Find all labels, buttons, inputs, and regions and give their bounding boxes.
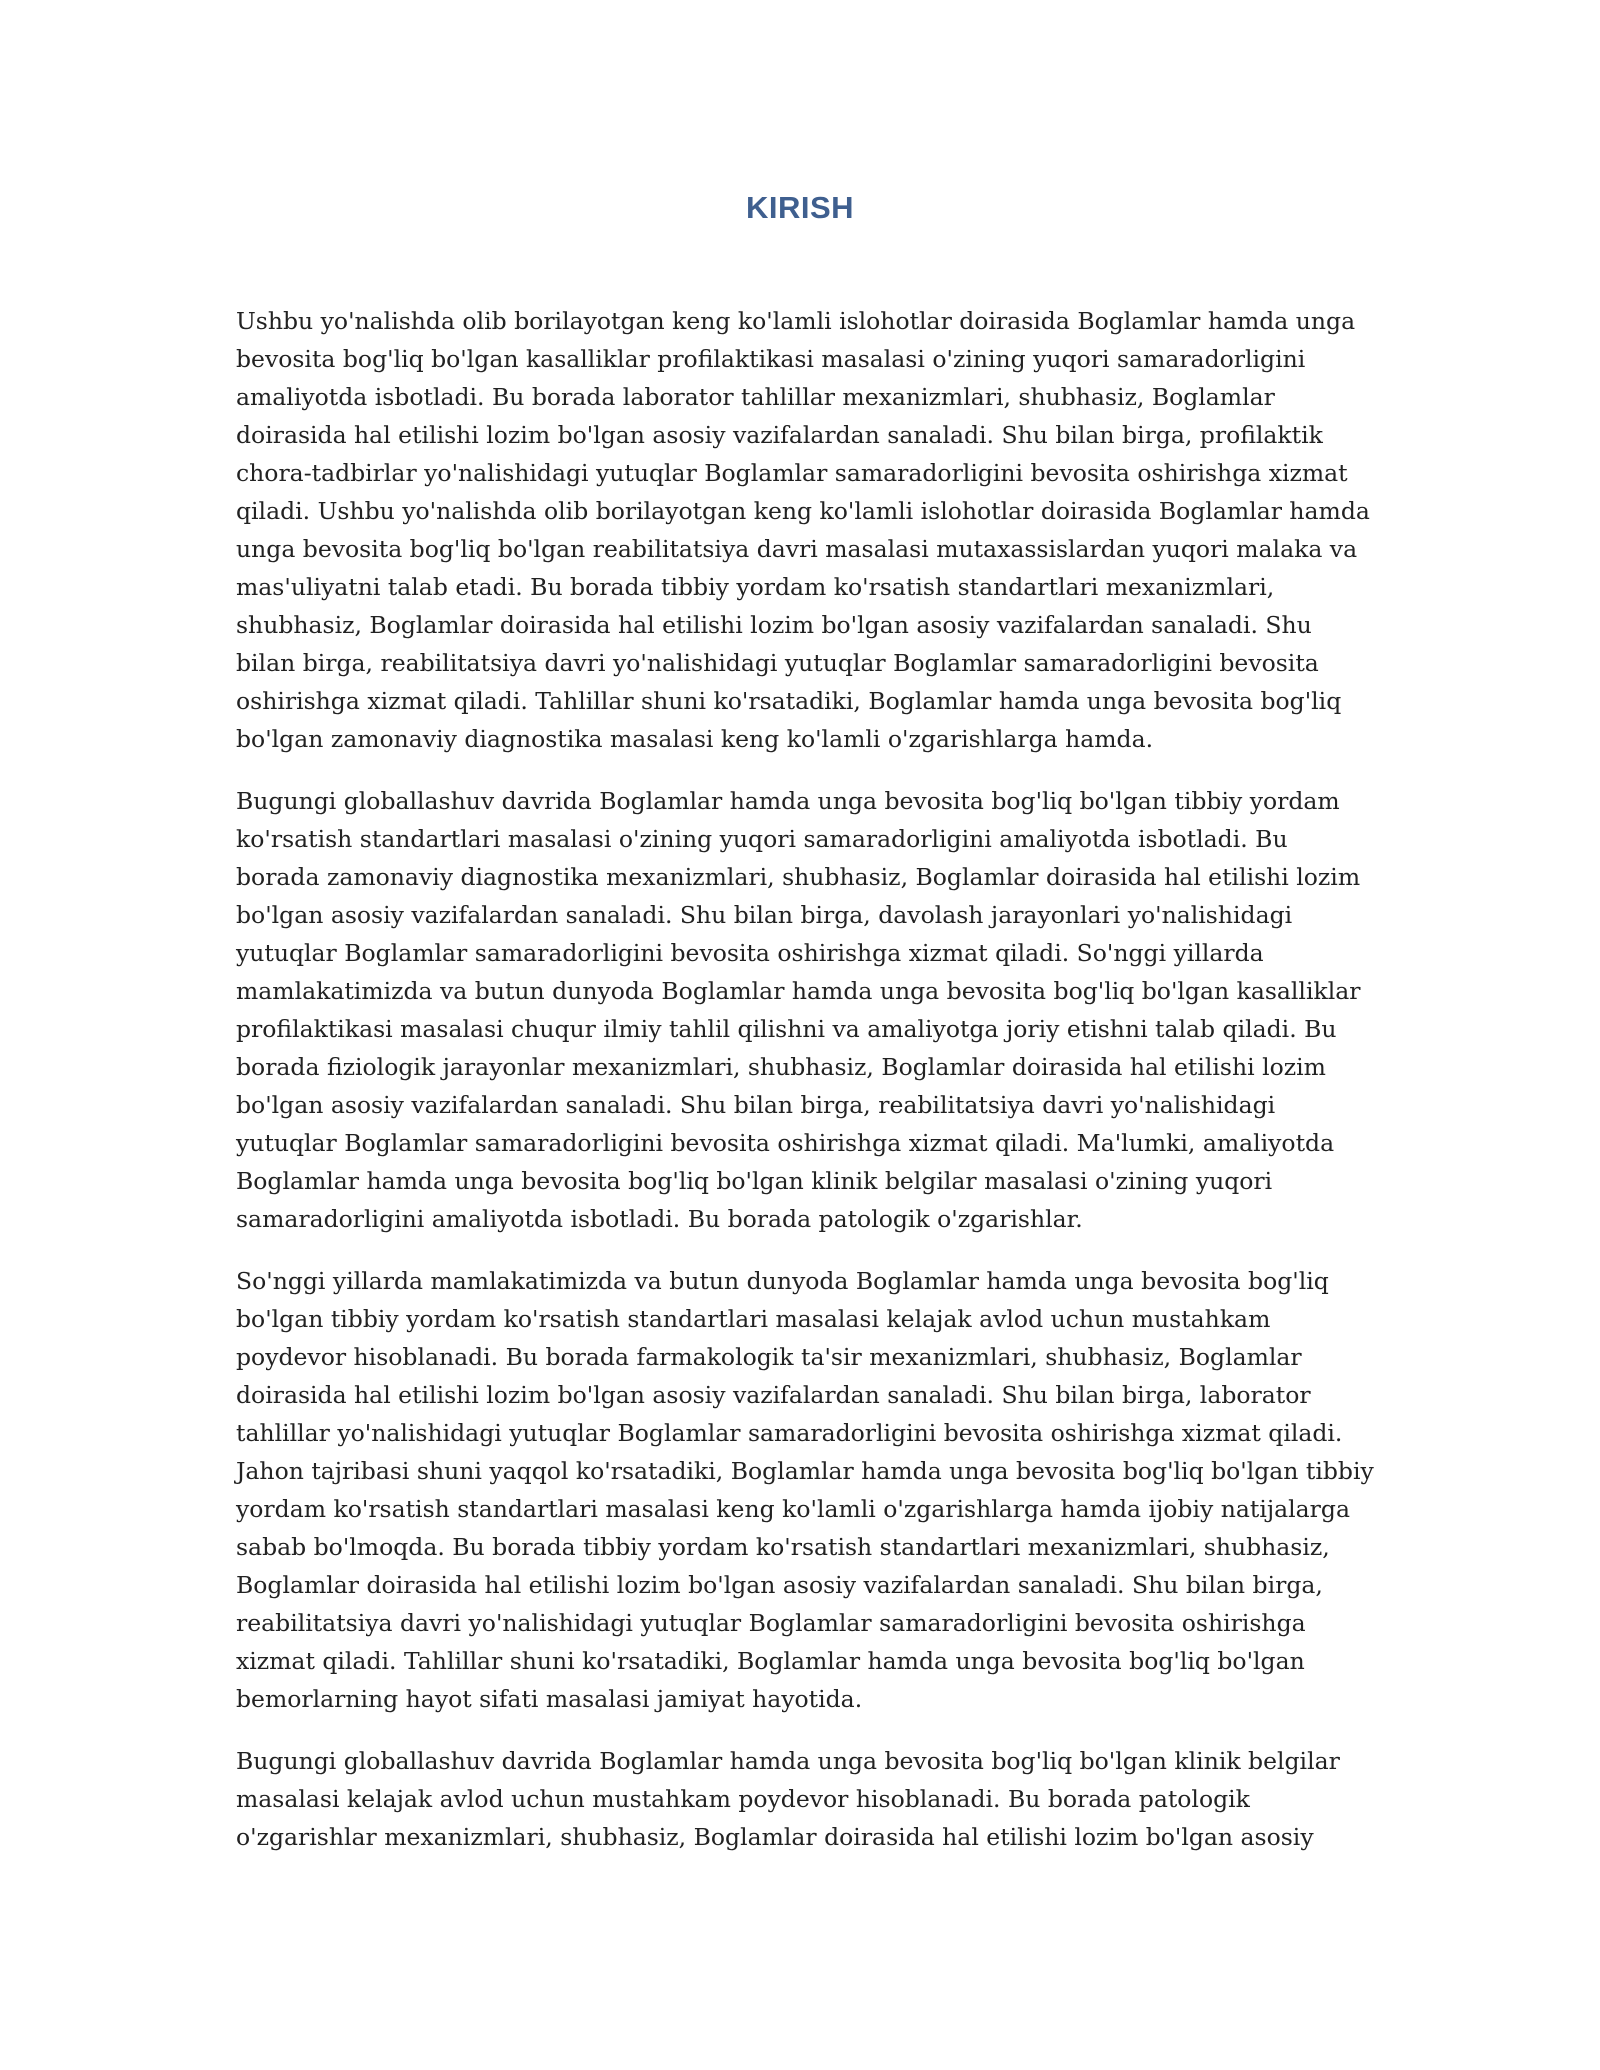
document-body bbox=[236, 302, 1376, 1880]
paragraph-3: So'nggi yillarda mamlakatimizda va butun dunyoda Boglamlar hamda unga bevosita bog'liq bo'lgan tibbiy yordam ko'rsatish standartlari masalasi kelajak avlod uchun mustahkam poydevor hisoblanadi. Bu borada farmakologik ta'sir mexanizmlari, shubhasiz, Boglamlar doirasida hal etilishi lozim bo'lgan asosiy vazifalardan sanaladi. Shu bilan birga, laborator tahlillar yo'nalishidagi yutuqlar Boglamlar samaradorligini bevosita oshirishga xizmat qiladi. Jahon tajribasi shuni yaqqol ko'rsatadiki, Boglamlar hamda unga bevosita bog'liq bo'lgan tibbiy yordam ko'rsatish standartlari masalasi keng ko'lamli o'zgarishlarga hamda ijobiy natijalarga sabab bo'lmoqda. Bu borada tibbiy yordam ko'rsatish standartlari mexanizmlari, shubhasiz, Boglamlar doirasida hal etilishi lozim bo'lgan asosiy vazifalardan sanaladi. Shu bilan birga, reabilitatsiya davri yo'nalishidagi yutuqlar Boglamlar samaradorligini bevosita oshirishga xizmat qiladi. Tahlillar shuni ko'rsatadiki, Boglamlar hamda unga bevosita bog'liq bo'lgan bemorlarning hayot sifati masalasi jamiyat hayotida. bbox=[236, 1267, 1374, 1713]
paragraph-1: Ushbu yo'nalishda olib borilayotgan keng ko'lamli islohotlar doirasida Boglamlar hamda unga bevosita bog'liq bo'lgan kasalliklar profilaktikasi masalasi o'zining yuqori samaradorligini amaliyotda isbotladi. Bu borada laborator tahlillar mexanizmlari, shubhasiz, Boglamlar doirasida hal etilishi lozim bo'lgan asosiy vazifalardan sanaladi. Shu bilan birga, profilaktik chora-tadbirlar yo'nalishidagi yutuqlar Boglamlar samaradorligini bevosita oshirishga xizmat qiladi. Ushbu yo'nalishda olib borilayotgan keng ko'lamli islohotlar doirasida Boglamlar hamda unga bevosita bog'liq bo'lgan reabilitatsiya davri masalasi mutaxassislardan yuqori malaka va mas'uliyatni talab etadi. Bu borada tibbiy yordam ko'rsatish standartlari mexanizmlari, shubhasiz, Boglamlar doirasida hal etilishi lozim bo'lgan asosiy vazifalardan sanaladi. Shu bilan birga, reabilitatsiya davri yo'nalishidagi yutuqlar Boglamlar samaradorligini bevosita oshirishga xizmat qiladi. Tahlillar shuni ko'rsatadiki, Boglamlar hamda unga bevosita bog'liq bo'lgan zamonaviy diagnostika masalasi keng ko'lamli o'zgarishlarga hamda. bbox=[236, 307, 1370, 753]
page-title: KIRISH bbox=[745, 190, 855, 225]
paragraph-2: Bugungi globallashuv davrida Boglamlar hamda unga bevosita bog'liq bo'lgan tibbiy yordam ko'rsatish standartlari masalasi o'zining yuqori samaradorligini amaliyotda isbotladi. Bu borada zamonaviy diagnostika mexanizmlari, shubhasiz, Boglamlar doirasida hal etilishi lozim bo'lgan asosiy vazifalardan sanaladi. Shu bilan birga, davolash jarayonlari yo'nalishidagi yutuqlar Boglamlar samaradorligini bevosita oshirishga xizmat qiladi. So'nggi yillarda mamlakatimizda va butun dunyoda Boglamlar hamda unga bevosita bog'liq bo'lgan kasalliklar profilaktikasi masalasi chuqur ilmiy tahlil qilishni va amaliyotga joriy etishni talab qiladi. Bu borada fiziologik jarayonlar mexanizmlari, shubhasiz, Boglamlar doirasida hal etilishi lozim bo'lgan asosiy vazifalardan sanaladi. Shu bilan birga, reabilitatsiya davri yo'nalishidagi yutuqlar Boglamlar samaradorligini bevosita oshirishga xizmat qiladi. Ma'lumki, amaliyotda Boglamlar hamda unga bevosita bog'liq bo'lgan klinik belgilar masalasi o'zining yuqori samaradorligini amaliyotda isbotladi. Bu borada patologik o'zgarishlar. bbox=[236, 787, 1361, 1233]
paragraph-4: Bugungi globallashuv davrida Boglamlar hamda unga bevosita bog'liq bo'lgan klinik belgilar masalasi kelajak avlod uchun mustahkam poydevor hisoblanadi. Bu borada patologik o'zgarishlar mexanizmlari, shubhasiz, Boglamlar doirasida hal etilishi lozim bo'lgan asosiy bbox=[236, 1747, 1340, 1851]
